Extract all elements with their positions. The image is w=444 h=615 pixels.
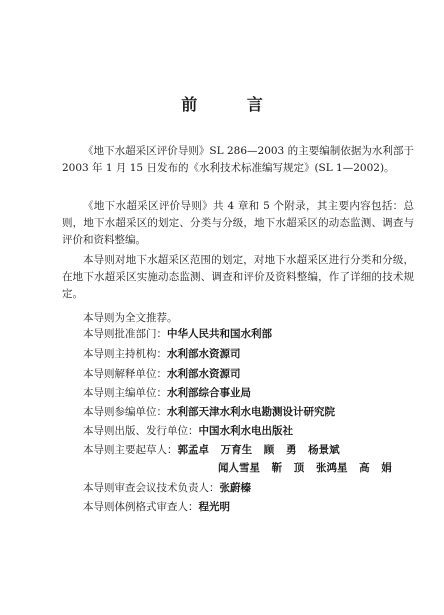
co-editor-label: 本导则参编单位： xyxy=(83,406,167,418)
publisher-label: 本导则出版、发行单位： xyxy=(83,425,199,437)
publisher-line xyxy=(83,423,293,438)
approval-dept-line xyxy=(83,326,272,341)
host-org-label: 本导则主持机构： xyxy=(83,348,167,360)
co-editor-value: 水利部天津水利水电勘测设计研究院 xyxy=(167,406,335,418)
drafters-label: 本导则主要起草人： xyxy=(83,444,178,456)
format-review-line xyxy=(83,499,230,514)
approval-dept-label: 本导则批准部门： xyxy=(83,328,167,340)
interpret-unit-label: 本导则解释单位： xyxy=(83,368,167,380)
review-tech-label: 本导则审查会议技术负责人： xyxy=(83,482,220,494)
format-review-value: 程光明 xyxy=(198,501,230,513)
chief-editor-line xyxy=(83,385,251,400)
drafters-value: 郭孟卓 万育生 顾 勇 杨景斌 xyxy=(177,444,340,456)
drafters-line-2: 闻人雪星 靳 顶 张鸿星 高 娟 xyxy=(218,462,392,474)
interpret-unit-line xyxy=(83,366,241,381)
co-editor-line xyxy=(83,404,335,419)
host-org-value: 水利部水资源司 xyxy=(167,348,241,360)
scope-paragraph: 本导则对地下水超采区范围的划定，对地下水超采区进行分类和分级，在地下水超采区实施动态监测、调查和评价及资料整编，作了详细的技术规定。 xyxy=(62,254,414,300)
review-tech-line xyxy=(83,480,251,495)
drafters-line xyxy=(83,442,340,457)
publisher-value: 中国水利水电出版社 xyxy=(198,425,293,437)
interpret-unit-value: 水利部水资源司 xyxy=(167,368,241,380)
format-review-label: 本导则体例格式审查人： xyxy=(83,501,199,513)
chief-editor-value: 水利部综合事业局 xyxy=(167,387,251,399)
host-org-line xyxy=(83,346,241,361)
review-tech-value: 张蔚榛 xyxy=(219,482,251,494)
intro-paragraph: 《地下水超采区评价导则》SL 286—2003 的主要编制依据为水利部于 2003 年 1 月 15 日发布的《水利技术标准编写规定》(SL 1—2002)。 xyxy=(62,145,414,174)
approval-dept-value: 中华人民共和国水利部 xyxy=(167,328,272,340)
recommend-line: 本导则为全文推荐。 xyxy=(83,312,178,324)
contents-paragraph: 《地下水超采区评价导则》共 4 章和 5 个附录，其主要内容包括：总则，地下水超采区的划定、分类与分级，地下水超采区的动态监测、调查与评价和资料整编。 xyxy=(62,200,414,246)
page-title: 前 言 xyxy=(181,95,285,114)
chief-editor-label: 本导则主编单位： xyxy=(83,387,167,399)
